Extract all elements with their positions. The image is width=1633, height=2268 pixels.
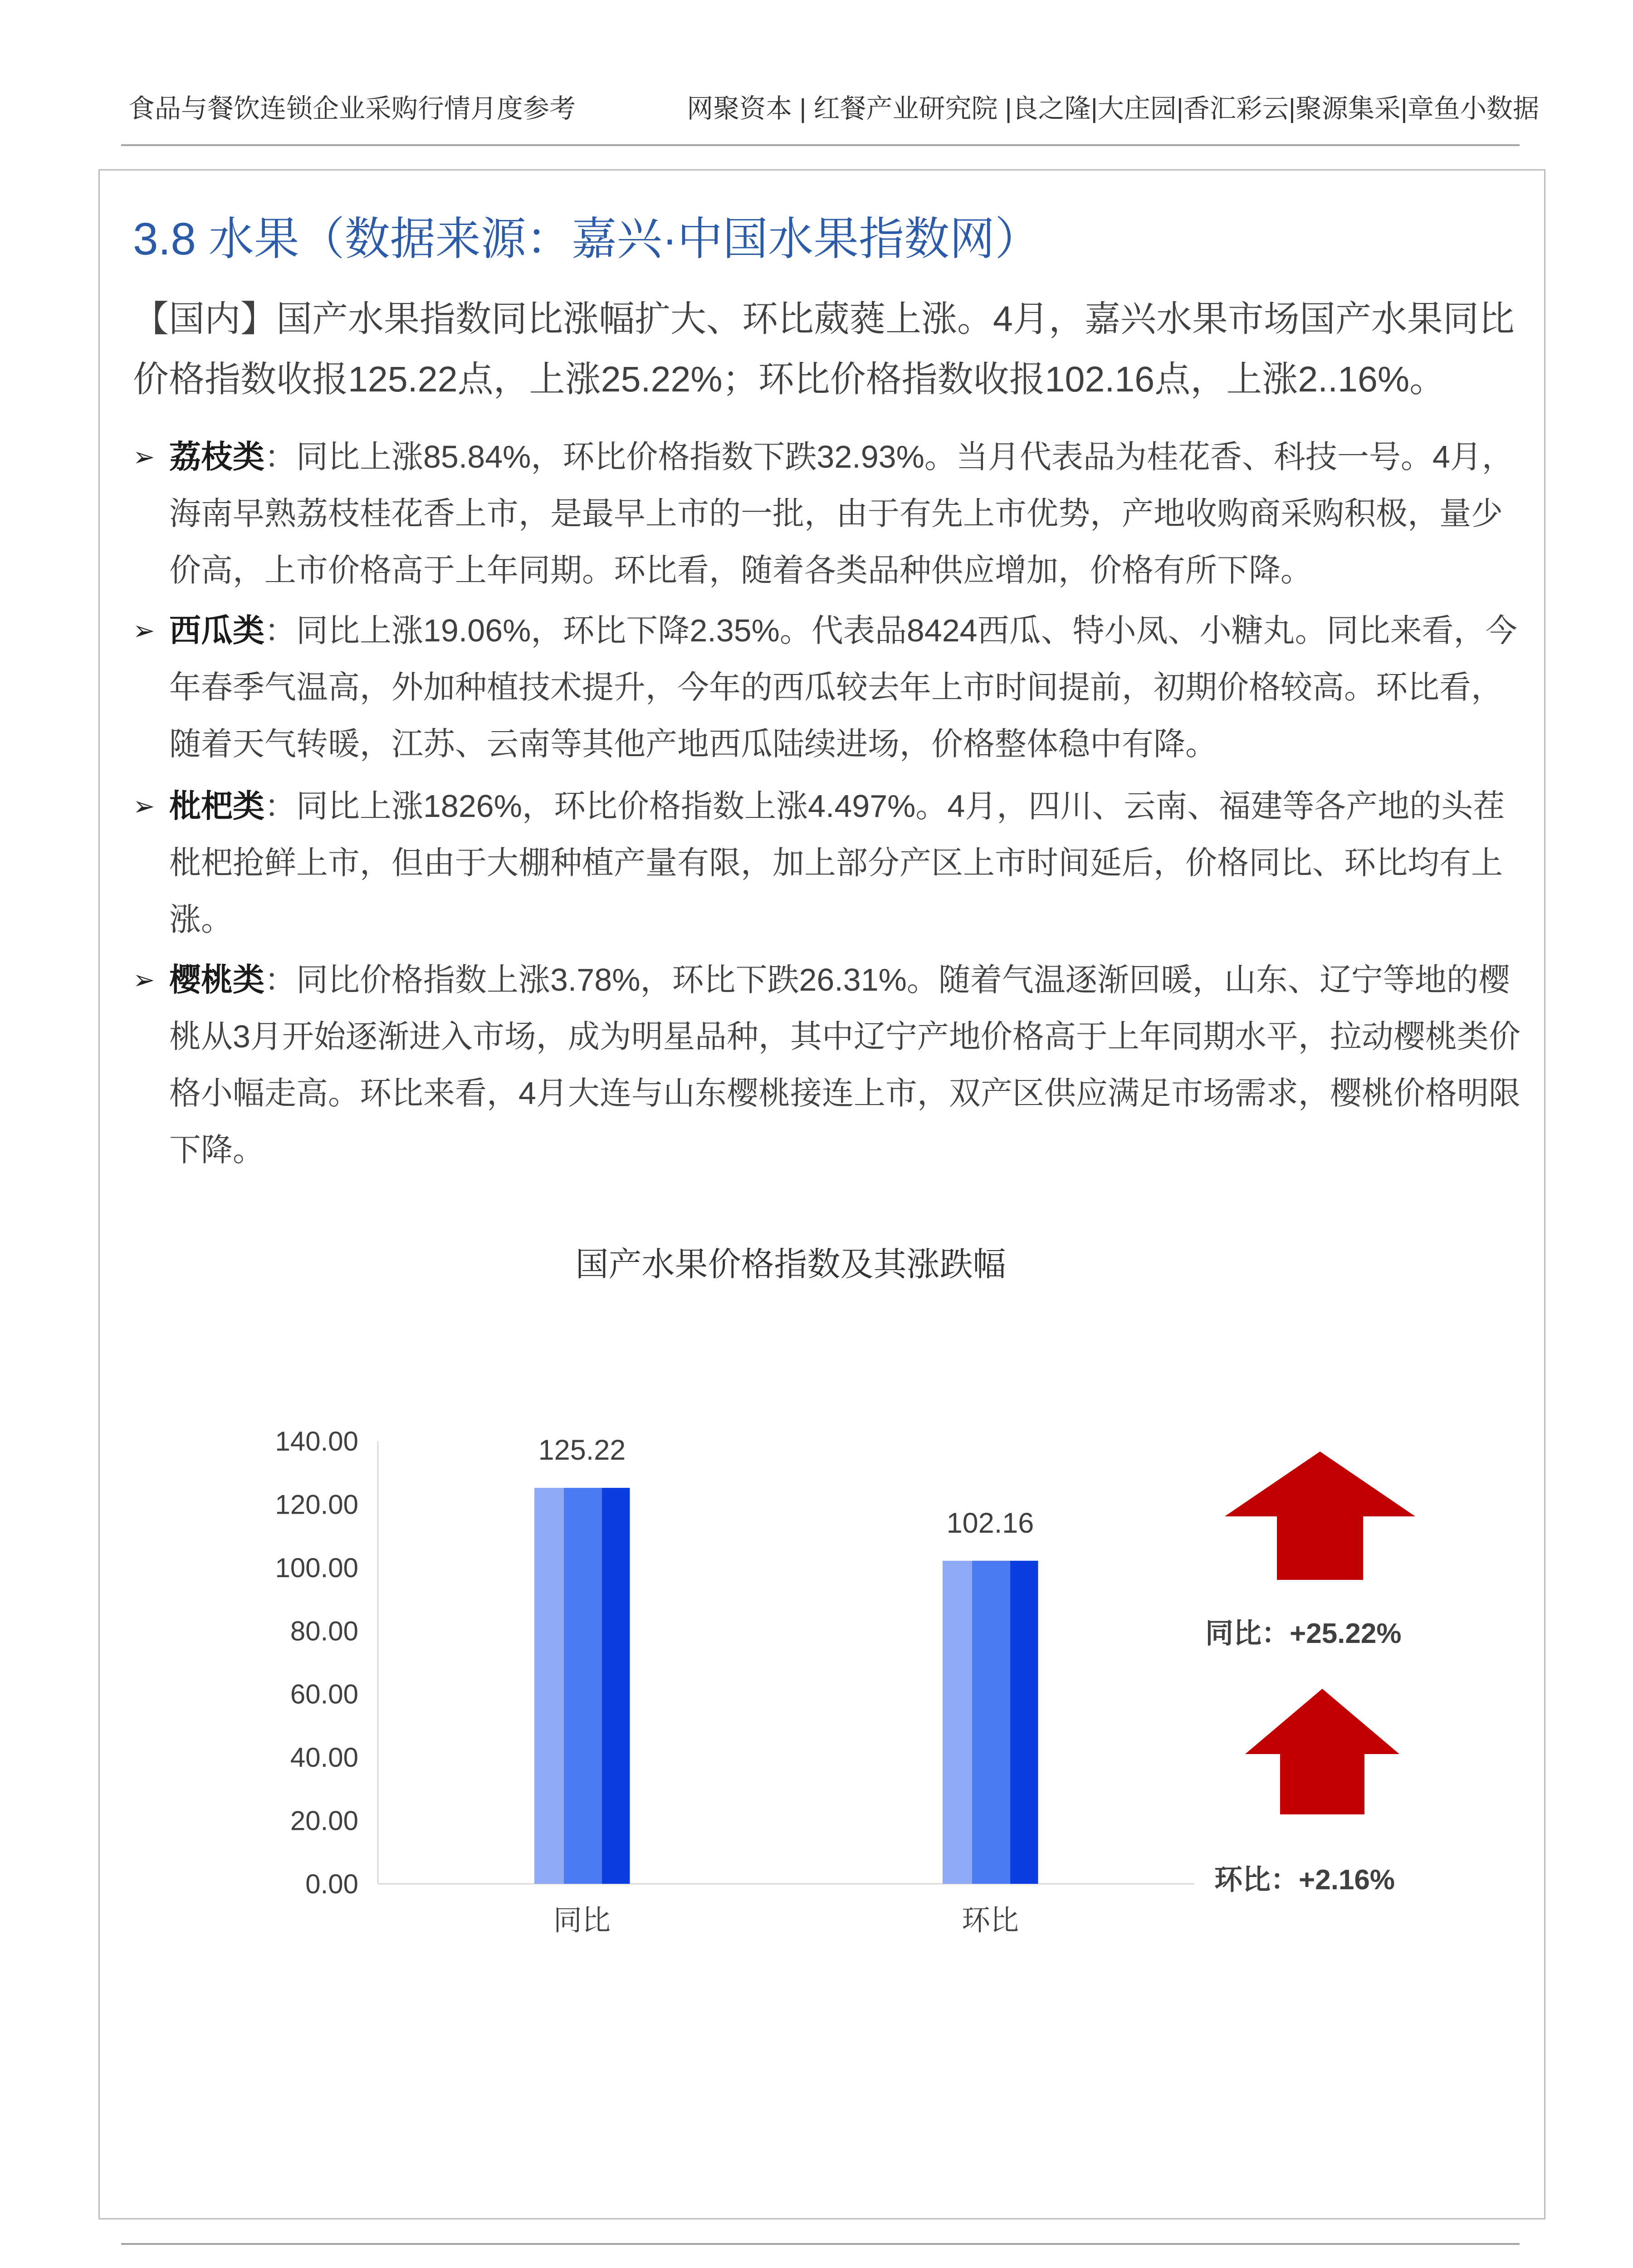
y-tick-label: 0.00	[305, 1869, 358, 1899]
y-tick-label: 80.00	[290, 1616, 358, 1647]
bar	[943, 1561, 1038, 1884]
footer-divider	[121, 2243, 1520, 2245]
bullet-item-loquat	[133, 778, 1530, 948]
category-label: 同比	[553, 1905, 611, 1936]
bar-segment	[534, 1488, 564, 1884]
header-divider	[121, 144, 1520, 146]
category-labels	[553, 1905, 1019, 1936]
bullet-text	[169, 952, 1530, 1178]
bullet-body: ：同比价格指数上涨3.78%，环比下跌26.31%。随着气温逐渐回暖，山东、辽宁等地的樱桃从3月开始逐渐进入市场，成为明星品种，其中辽宁产地价格高于上年同期水平，拉动樱桃类价格小幅走高。环比来看，4月大连与山东樱桃接连上市，双产区供应满足市场需求，樱桃价格明限下降。	[169, 962, 1521, 1168]
bullet-body: ：同比上涨85.84%，环比价格指数下跌32.93%。当月代表品为桂花香、科技一号。4月，海南早熟荔枝桂花香上市，是最早上市的一批，由于有先上市优势，产地收购商采购积极，量少价高，上市价格高于上年同期。环比看，随着各类品种供应增加，价格有所下降。	[169, 439, 1514, 588]
bullet-body: ：同比上涨1826%，环比价格指数上涨4.497%。4月，四川、云南、福建等各产地的头茬枇杷抢鲜上市，但由于大棚种植产量有限，加上部分产区上市时间延后，价格同比、环比均有上涨。	[169, 788, 1505, 937]
bullet-text	[169, 778, 1530, 948]
bullet-label: 枇杷类	[169, 788, 264, 824]
arrowhead-bullet-icon	[133, 778, 155, 835]
arrowhead-bullet-icon	[133, 952, 155, 1008]
bar-value-label: 125.22	[538, 1434, 626, 1466]
bars	[534, 1488, 1038, 1884]
up-arrow-icon	[1245, 1689, 1399, 1814]
bar-segment	[1010, 1561, 1038, 1884]
y-tick-label: 20.00	[290, 1805, 358, 1836]
bar-segment	[972, 1561, 1011, 1884]
y-axis-ticks	[275, 1426, 358, 1899]
bullet-text	[169, 429, 1530, 599]
intro-paragraph: 【国内】国产水果指数同比涨幅扩大、环比葳蕤上涨。4月，嘉兴水果市场国产水果同比价格指数收报125.22点，上涨25.22%；环比价格指数收报102.16点，上涨2..16%。	[133, 298, 1515, 399]
bullet-label: 荔枝类	[169, 439, 264, 474]
yoy-change-label: 同比：+25.22%	[1205, 1618, 1402, 1649]
chart-title: 国产水果价格指数及其涨跌幅	[575, 1246, 1006, 1283]
bullet-label: 西瓜类	[169, 613, 264, 648]
bullet-body: ：同比上涨19.06%，环比下降2.35%。代表品8424西瓜、特小凤、小糖丸。同比来看，今年春季气温高，外加种植技术提升，今年的西瓜较去年上市时间提前，初期价格较高。环比看，随着天气转暖，江苏、云南等其他产地西瓜陆续进场，价格整体稳中有降。	[169, 613, 1517, 762]
y-tick-label: 140.00	[275, 1426, 358, 1457]
mom-change-label: 环比：+2.16%	[1214, 1864, 1395, 1896]
y-tick-label: 40.00	[290, 1742, 358, 1773]
section-heading: 3.8 水果（数据来源：嘉兴·中国水果指数网）	[133, 214, 1041, 264]
y-tick-label: 100.00	[275, 1552, 358, 1583]
category-label: 环比	[962, 1905, 1019, 1936]
bar-segment	[602, 1488, 630, 1884]
up-arrow-icon	[1225, 1452, 1415, 1580]
bullet-label: 樱桃类	[169, 962, 264, 997]
bar	[534, 1488, 630, 1884]
bullet-text	[169, 602, 1530, 772]
report-title: 食品与餐饮连锁企业采购行情月度参考	[128, 94, 576, 123]
report-sources: 网聚资本 | 红餐产业研究院 |良之隆|大庄园|香汇彩云|聚源集采|章鱼小数据	[687, 94, 1539, 123]
bullet-item-watermelon	[133, 602, 1530, 772]
chart-plot	[227, 1383, 1497, 1996]
bar-segment	[564, 1488, 602, 1884]
y-tick-label: 60.00	[290, 1679, 358, 1710]
bar-value-label: 102.16	[946, 1507, 1034, 1539]
bullet-item-cherry	[133, 952, 1530, 1178]
y-tick-label: 120.00	[275, 1489, 358, 1520]
bullet-item-lychee	[133, 429, 1530, 599]
arrowhead-bullet-icon	[133, 602, 155, 659]
bar-segment	[943, 1561, 973, 1884]
arrowhead-bullet-icon	[133, 429, 155, 485]
